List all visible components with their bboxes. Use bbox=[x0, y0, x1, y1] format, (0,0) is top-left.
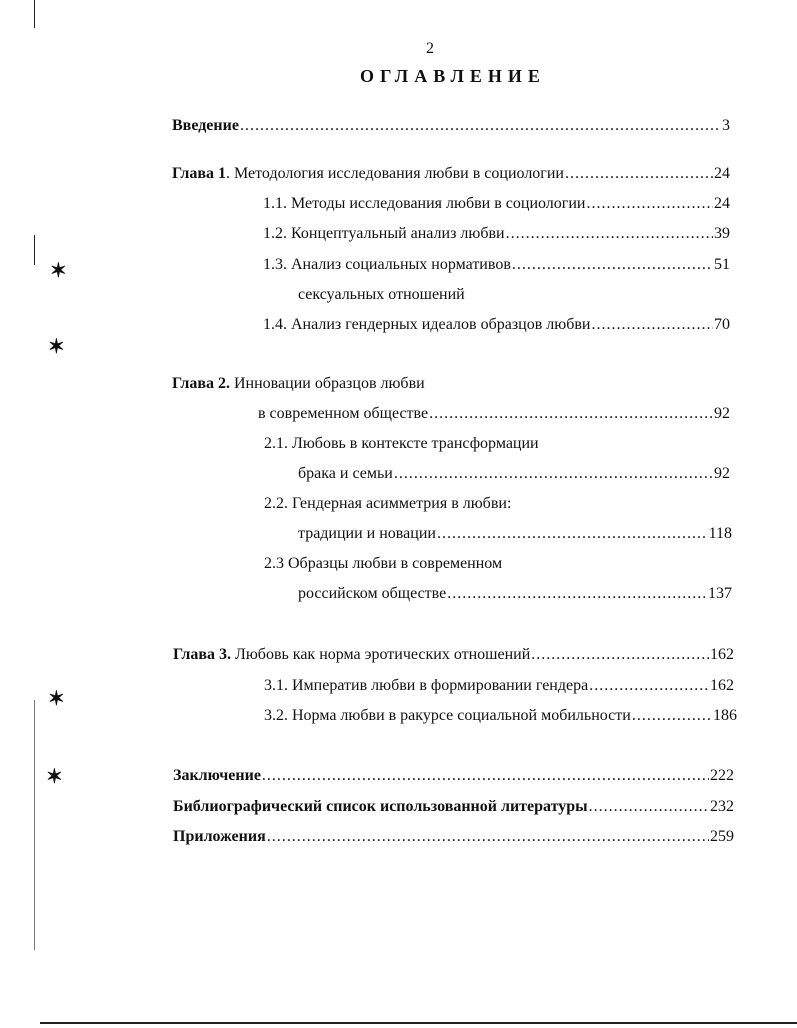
scan-artifact-mark: ✶ bbox=[48, 336, 65, 358]
toc-entry-label: Приложения bbox=[173, 828, 266, 845]
scan-margin-line bbox=[34, 0, 35, 28]
toc-entry-page: 222 bbox=[710, 767, 734, 784]
toc-entry-section-2-1: 2.1. Любовь в контексте трансформации bbox=[264, 435, 539, 452]
leader-dots bbox=[591, 315, 713, 335]
scan-artifact-mark: ✶ bbox=[50, 260, 67, 282]
toc-entry-page: 24 bbox=[714, 195, 730, 212]
leader-dots bbox=[437, 524, 708, 544]
toc-entry-label: брака и семьи bbox=[298, 465, 393, 482]
toc-entry-section-2-2: 2.2. Гендерная асимметрия в любви: bbox=[264, 495, 512, 512]
toc-entry-label: 3.2. Норма любви в ракурсе социальной мобильности bbox=[264, 707, 631, 724]
leader-dots bbox=[632, 706, 712, 726]
leader-dots bbox=[447, 584, 707, 604]
toc-entry-page: 137 bbox=[708, 585, 732, 602]
toc-entry-section-1-4 bbox=[263, 315, 730, 335]
chapter-title: Любовь как норма эротических отношений bbox=[231, 646, 531, 663]
toc-entry-label: в современном обществе bbox=[258, 405, 429, 422]
leader-dots bbox=[589, 797, 709, 817]
toc-entry-appendix bbox=[173, 827, 734, 847]
scan-bottom-line bbox=[40, 1022, 797, 1024]
toc-entry-page: 232 bbox=[710, 798, 734, 815]
scan-margin-line bbox=[34, 700, 35, 950]
chapter-title: . Методология исследования любви в социологии bbox=[226, 165, 564, 182]
chapter-prefix: Глава 2. bbox=[172, 375, 230, 392]
toc-entry-section-1-1 bbox=[263, 194, 730, 214]
toc-entry-page: 70 bbox=[714, 316, 730, 333]
scan-artifact-mark: ✶ bbox=[48, 688, 65, 710]
toc-entry-label: 3.1. Императив любви в формировании гендера bbox=[264, 677, 589, 694]
leader-dots bbox=[512, 255, 713, 275]
toc-entry-label: 1.1. Методы исследования любви в социологии bbox=[263, 195, 586, 212]
toc-entry-page: 186 bbox=[713, 707, 737, 724]
scan-margin-line bbox=[34, 235, 35, 265]
toc-entry-chapter-3 bbox=[173, 645, 734, 665]
toc-entry-section-3-2 bbox=[264, 706, 737, 726]
toc-entry-section-2-3: 2.3 Образцы любви в современном bbox=[264, 555, 503, 572]
leader-dots bbox=[394, 464, 713, 484]
toc-entry-chapter-1 bbox=[172, 164, 730, 184]
toc-entry-label: 1.3. Анализ социальных нормативов bbox=[263, 256, 511, 273]
leader-dots bbox=[589, 676, 709, 696]
leader-dots bbox=[565, 164, 713, 184]
toc-entry-introduction bbox=[172, 116, 730, 136]
toc-entry-page: 39 bbox=[714, 225, 730, 242]
toc-entry-conclusion bbox=[173, 766, 734, 786]
toc-entry-label: российском обществе bbox=[298, 585, 447, 602]
toc-entry-label: традиции и новации bbox=[298, 525, 436, 542]
leader-dots bbox=[267, 827, 709, 847]
toc-entry-continuation: сексуальных отношений bbox=[298, 286, 465, 303]
leader-dots bbox=[506, 224, 713, 244]
chapter-prefix: Глава 1 bbox=[172, 165, 226, 182]
toc-entry-section-3-1 bbox=[264, 676, 734, 696]
toc-entry-page: 92 bbox=[714, 405, 730, 422]
toc-entry-page: 162 bbox=[710, 646, 734, 663]
leader-dots bbox=[429, 404, 713, 424]
chapter-prefix: Глава 3. bbox=[173, 646, 231, 663]
page-number: 2 bbox=[426, 40, 434, 57]
toc-entry-page: 24 bbox=[714, 165, 730, 182]
toc-entry-page: 51 bbox=[714, 256, 730, 273]
toc-entry-page: 259 bbox=[710, 828, 734, 845]
toc-entry-page: 118 bbox=[708, 525, 732, 542]
toc-entry-chapter-2 bbox=[172, 374, 425, 394]
toc-entry-section-2-2-cont bbox=[298, 524, 732, 544]
leader-dots bbox=[240, 116, 721, 136]
toc-entry-label: Заключение bbox=[173, 767, 261, 784]
toc-entry-section-1-3 bbox=[263, 255, 730, 275]
toc-entry-label: 1.4. Анализ гендерных идеалов образцов любви bbox=[263, 316, 591, 333]
leader-dots bbox=[262, 766, 709, 786]
toc-entry-page: 3 bbox=[722, 117, 730, 134]
leader-dots bbox=[586, 194, 713, 214]
chapter-title: Инновации образцов любви bbox=[230, 375, 425, 392]
toc-entry-page: 162 bbox=[710, 677, 734, 694]
page-title: ОГЛАВЛЕНИЕ bbox=[360, 66, 546, 86]
toc-entry-label: 1.2. Концептуальный анализ любви bbox=[263, 225, 505, 242]
toc-entry-label: Библиографический список использованной литературы bbox=[173, 798, 588, 815]
toc-entry-section-1-2 bbox=[263, 224, 730, 244]
toc-entry-label: Введение bbox=[172, 117, 239, 134]
toc-entry-bibliography bbox=[173, 797, 734, 817]
scan-artifact-mark: ✶ bbox=[46, 766, 63, 788]
toc-entry-page: 92 bbox=[714, 465, 730, 482]
toc-entry-chapter-2-cont bbox=[258, 404, 730, 424]
leader-dots bbox=[531, 645, 709, 665]
toc-entry-section-2-1-cont bbox=[298, 464, 730, 484]
toc-entry-section-2-3-cont bbox=[298, 584, 732, 604]
